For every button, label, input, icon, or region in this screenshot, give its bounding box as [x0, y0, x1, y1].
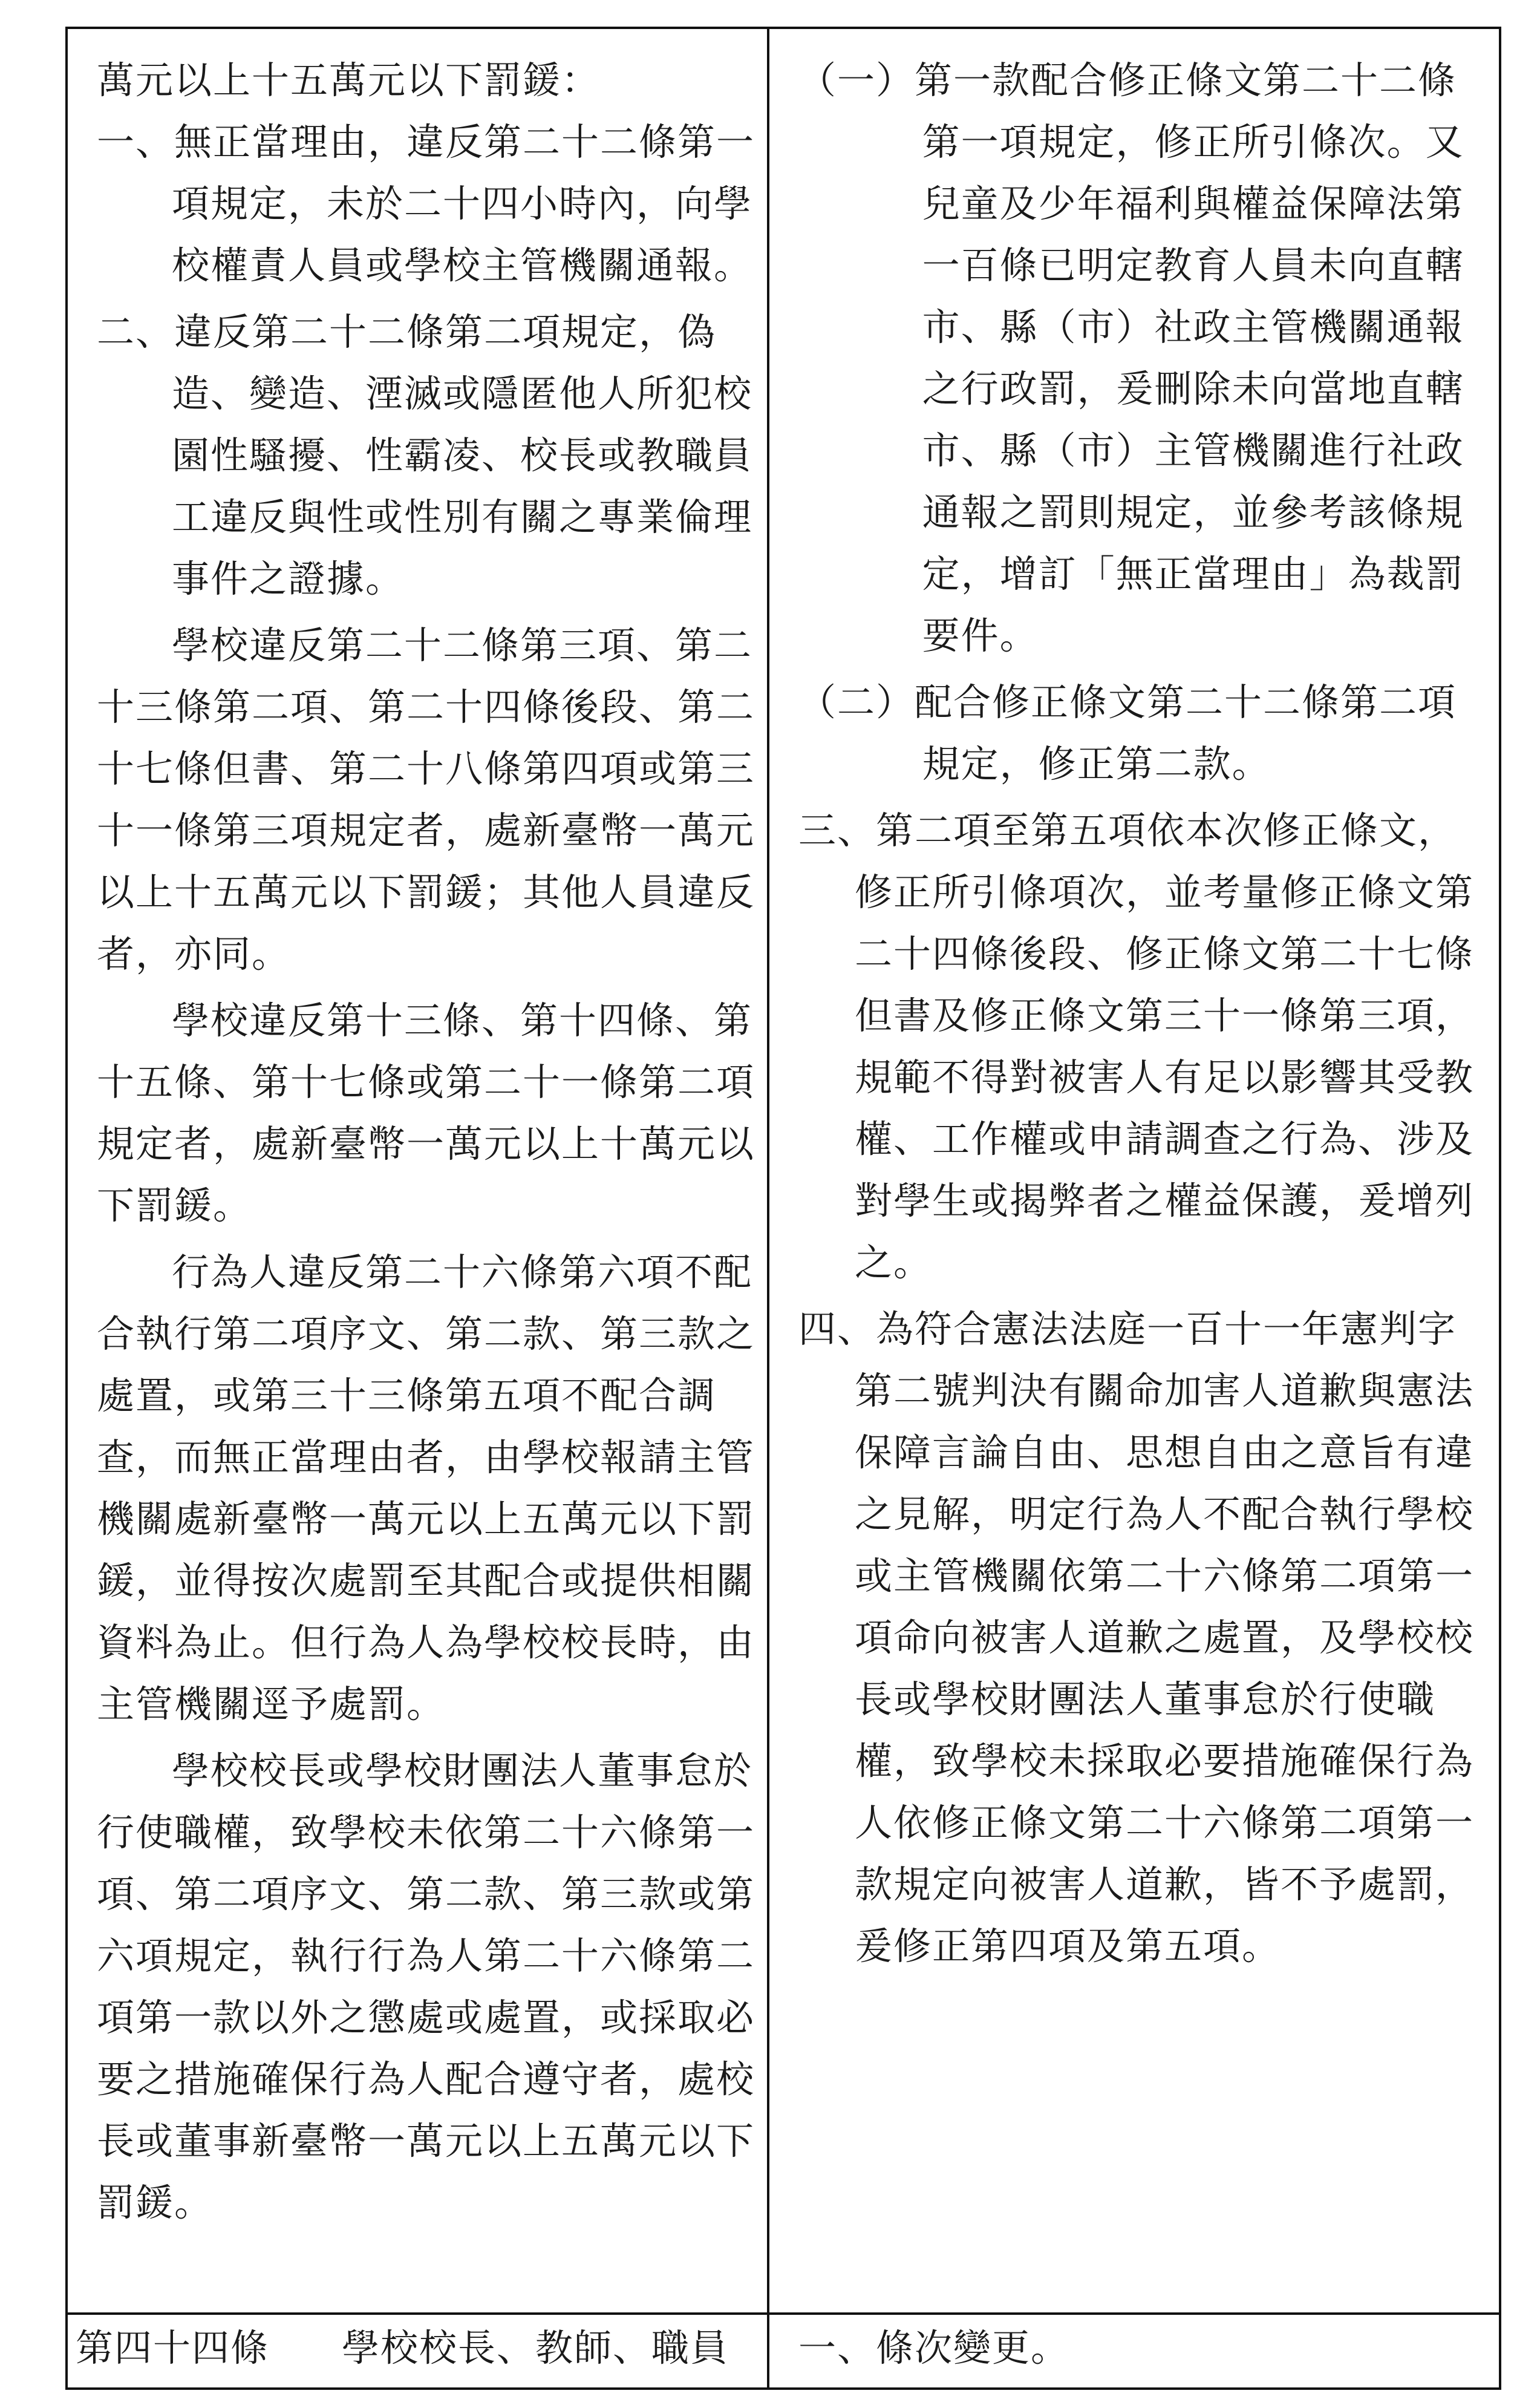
explanation-column — [798, 50, 1488, 1977]
intro-line: 萬元以上十五萬元以下罰鍰： — [97, 58, 601, 102]
next-explanation-cell — [798, 2317, 1488, 2379]
explanation-sub-1: （一）第一款配合修正條文第二十二條第一項規定，修正所引條次。又兒童及少年福利與權益保障法第一百條已明定教育人員未向直轄市、縣（市）社政主管機關通報之行政罰，爰刪除未向當地直轄市、縣（市）主管機關進行社政通報之罰則規定，並參考該條規定，增訂「無正當理由」為裁罰要件。 — [798, 58, 1464, 658]
row-divider — [65, 2312, 1501, 2315]
column-divider — [767, 27, 769, 2390]
paragraph-3: 學校違反第十三條、第十四條、第十五條、第十七條或第二十一條第二項規定者，處新臺幣一萬元以上十萬元以下罰鍰。 — [97, 998, 755, 1228]
article-text: 學校校長、教師、職員 — [342, 2326, 729, 2370]
item-1: 一、無正當理由，違反第二十二條第一項規定，未於二十四小時內，向學校權責人員或學校主管機關通報。 — [97, 120, 755, 287]
explanation-text: 一、條次變更。 — [798, 2326, 1070, 2370]
next-article-cell — [76, 2317, 753, 2379]
explanation-item-4: 四、為符合憲法法庭一百十一年憲判字第二號判決有關命加害人道歉與憲法保障言論自由、思想自由之意旨有違之見解，明定行為人不配合執行學校或主管機關依第二十六條第二項第一項命向被害人道歉之處置，及學校校長或學校財團法人董事怠於行使職權，致學校未採取必要措施確保行為人依修正條文第二十六條第二項第一款規定向被害人道歉，皆不予處罰，爰修正第四項及第五項。 — [798, 1307, 1475, 1968]
article-number: 第四十四條 — [76, 2326, 270, 2370]
amended-article-column — [97, 50, 756, 2234]
explanation-item-3: 三、第二項至第五項依本次修正條文，修正所引條項次，並考量修正條文第二十四條後段、修正條文第二十七條但書及修正條文第三十一條第三項，規範不得對被害人有足以影響其受教權、工作權或申請調查之行為、涉及對學生或揭弊者之權益保護，爰增列之。 — [798, 808, 1475, 1284]
item-2: 二、違反第二十二條第二項規定，偽造、變造、湮滅或隱匿他人所犯校園性騷擾、性霸凌、校長或教職員工違反與性或性別有關之專業倫理事件之證據。 — [97, 310, 753, 601]
paragraph-2: 學校違反第二十二條第三項、第二十三條第二項、第二十四條後段、第二十七條但書、第二十八條第四項或第三十一條第三項規定者，處新臺幣一萬元以上十五萬元以下罰鍰；其他人員違反者，亦同。 — [97, 623, 755, 976]
paragraph-5: 學校校長或學校財團法人董事怠於行使職權，致學校未依第二十六條第一項、第二項序文、第二款、第三款或第六項規定，執行行為人第二十六條第二項第一款以外之懲處或處置，或採取必要之措施確保行為人配合遵守者，處校長或董事新臺幣一萬元以上五萬元以下罰鍰。 — [97, 1749, 755, 2225]
explanation-sub-2: （二）配合修正條文第二十二條第二項規定，修正第二款。 — [798, 680, 1457, 786]
paragraph-4: 行為人違反第二十六條第六項不配合執行第二項序文、第二款、第三款之處置，或第三十三條第五項不配合調查，而無正當理由者，由學校報請主管機關處新臺幣一萬元以上五萬元以下罰鍰，並得按次處罰至其配合或提供相關資料為止。但行為人為學校校長時，由主管機關逕予處罰。 — [97, 1250, 755, 1726]
